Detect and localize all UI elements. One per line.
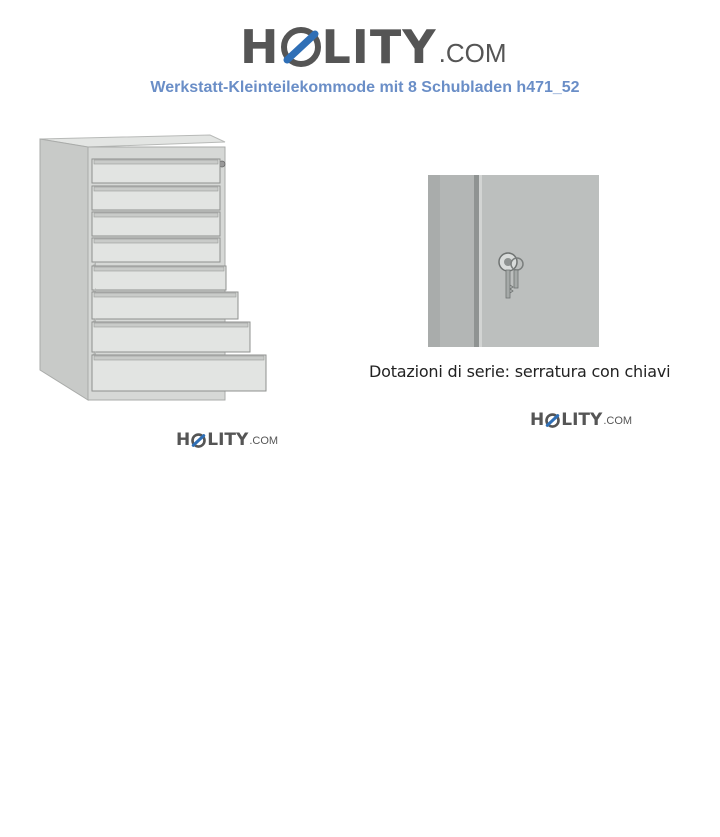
logo-text-lity: LITY — [321, 20, 437, 74]
drawer-4 — [92, 238, 220, 262]
drawer-6 — [92, 288, 238, 319]
drawer-stack — [92, 159, 266, 391]
logo-text-h: H — [176, 430, 191, 450]
logo-circle-icon — [191, 433, 206, 448]
detail-caption: Dotazioni di serie: serratura con chiavi — [369, 362, 671, 381]
logo-text-h: H — [530, 410, 545, 430]
logo-text-com: .COM — [249, 435, 279, 447]
lock-detail-image — [428, 175, 599, 347]
logo-text-com: .COM — [438, 38, 507, 68]
holity-logo — [240, 14, 507, 74]
drawer-1 — [92, 159, 220, 183]
drawer-8 — [92, 351, 266, 391]
logo-text-h: H — [240, 20, 280, 74]
logo-text-lity: LITY — [561, 410, 603, 430]
drawer-2 — [92, 186, 220, 210]
drawer-3 — [92, 212, 220, 236]
drawer-7 — [92, 318, 250, 352]
drawer-cabinet-image — [22, 122, 352, 442]
product-title: Werkstatt-Kleinteilekommode mit 8 Schubladen h471_52 — [150, 79, 580, 96]
logo-circle-icon — [545, 413, 560, 428]
holity-logo-small — [530, 412, 632, 429]
holity-logo-small — [176, 432, 278, 449]
logo-text-lity: LITY — [207, 430, 249, 450]
logo-text-com: .COM — [603, 415, 633, 427]
logo-circle-icon — [281, 27, 321, 67]
drawer-5 — [92, 262, 226, 290]
